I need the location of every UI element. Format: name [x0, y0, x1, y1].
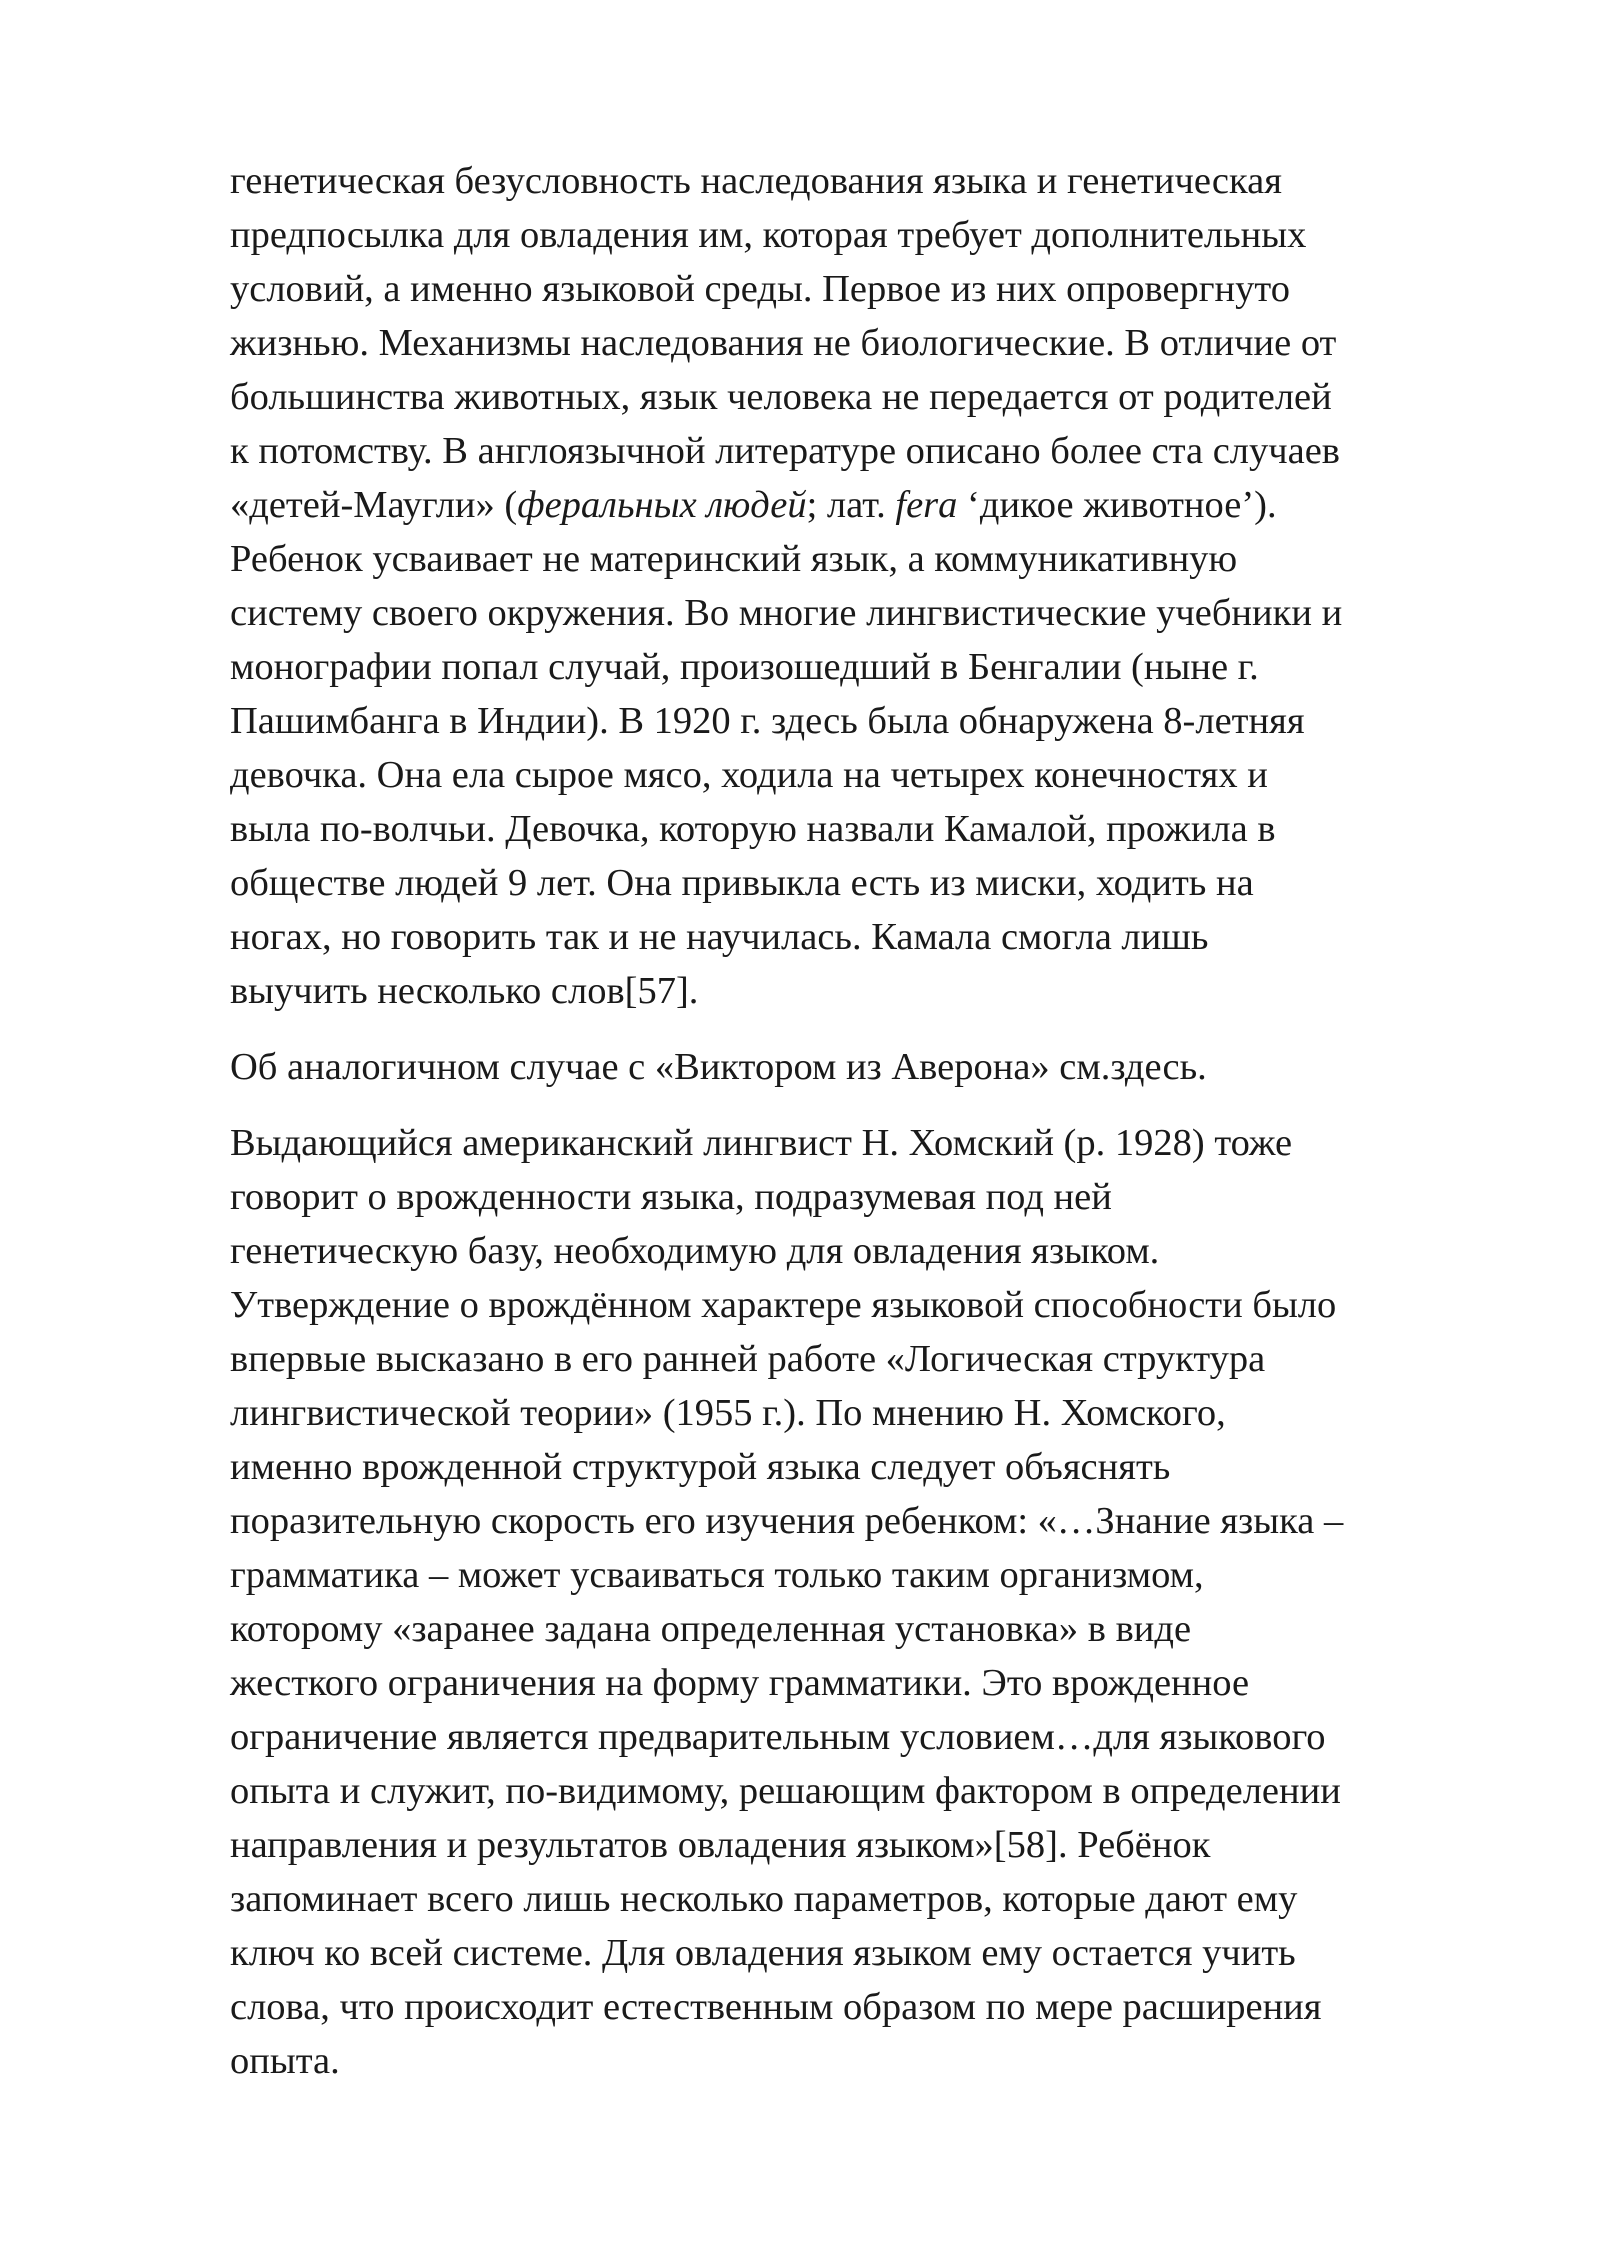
text-segment: обществе людей 9 лет. Она привыкла есть из миски, ходить на	[230, 862, 1254, 904]
text-segment: направления и результатов овладения языком»[58]. Ребёнок	[230, 1824, 1211, 1866]
text-line	[230, 1224, 1520, 1278]
text-segment: опыта и служит, по-видимому, решающим фактором в определении	[230, 1770, 1341, 1812]
text-line	[230, 316, 1520, 370]
text-segment: запоминает всего лишь несколько параметров, которые дают ему	[230, 1878, 1298, 1920]
document-body	[230, 154, 1520, 2110]
text-segment: выучить несколько слов[57].	[230, 970, 699, 1012]
text-line	[230, 640, 1520, 694]
text-segment: ключ ко всей системе. Для овладения языком ему остается учить	[230, 1932, 1296, 1974]
text-segment: лингвистической теории» (1955 г.). По мнению Н. Хомского,	[230, 1392, 1226, 1434]
text-segment: монографии попал случай, произошедший в Бенгалии (ныне г.	[230, 646, 1259, 688]
text-line	[230, 1040, 1520, 1094]
text-segment: генетическую базу, необходимую для овладения языком.	[230, 1230, 1160, 1272]
text-line	[230, 208, 1520, 262]
paragraph	[230, 1116, 1520, 2088]
text-line	[230, 1278, 1520, 1332]
text-segment: ; лат.	[806, 484, 896, 526]
text-line	[230, 1926, 1520, 1980]
text-segment: именно врожденной структурой языка следует объяснять	[230, 1446, 1171, 1488]
text-segment: систему своего окружения. Во многие лингвистические учебники и	[230, 592, 1343, 634]
italic-term: феральных людей	[517, 484, 807, 526]
text-segment: жизнью. Механизмы наследования не биологические. В отличие от	[230, 322, 1337, 364]
text-line	[230, 1386, 1520, 1440]
text-segment: условий, а именно языковой среды. Первое из них опровергнуто	[230, 268, 1290, 310]
text-line	[230, 856, 1520, 910]
text-line	[230, 154, 1520, 208]
text-segment: говорит о врожденности языка, подразумевая под ней	[230, 1176, 1112, 1218]
text-segment: к потомству. В англоязычной литературе описано более ста случаев	[230, 430, 1340, 472]
text-line	[230, 262, 1520, 316]
text-line	[230, 1170, 1520, 1224]
text-line	[230, 424, 1520, 478]
text-segment: девочка. Она ела сырое мясо, ходила на четырех конечностях и	[230, 754, 1268, 796]
text-line	[230, 1440, 1520, 1494]
text-line	[230, 1710, 1520, 1764]
text-segment: генетическая безусловность наследования языка и генетическая	[230, 160, 1282, 202]
text-line	[230, 1980, 1520, 2034]
text-line	[230, 586, 1520, 640]
text-segment: выла по-волчьи. Девочка, которую назвали Камалой, прожила в	[230, 808, 1276, 850]
text-line	[230, 694, 1520, 748]
text-segment: большинства животных, язык человека не передается от родителей	[230, 376, 1332, 418]
text-line	[230, 532, 1520, 586]
text-segment: Утверждение о врождённом характере языковой способности было	[230, 1284, 1337, 1326]
text-segment: предпосылка для овладения им, которая требует дополнительных	[230, 214, 1307, 256]
text-line	[230, 1818, 1520, 1872]
paragraph	[230, 154, 1520, 1018]
text-line	[230, 1872, 1520, 1926]
text-line	[230, 478, 1520, 532]
text-segment: поразительную скорость его изучения ребенком: «…Знание языка –	[230, 1500, 1344, 1542]
text-line	[230, 1332, 1520, 1386]
text-segment: Об аналогичном случае с «Виктором из Аверона» см.здесь.	[230, 1046, 1207, 1088]
text-segment: Пашимбанга в Индии). В 1920 г. здесь была обнаружена 8-летняя	[230, 700, 1305, 742]
text-segment: ногах, но говорить так и не научилась. Камала смогла лишь	[230, 916, 1209, 958]
text-line	[230, 370, 1520, 424]
text-line	[230, 2034, 1520, 2088]
italic-term: fera	[895, 484, 958, 526]
text-line	[230, 748, 1520, 802]
text-segment: слова, что происходит естественным образом по мере расширения	[230, 1986, 1322, 2028]
text-line	[230, 1548, 1520, 1602]
text-segment: опыта.	[230, 2040, 340, 2082]
text-segment: грамматика – может усваиваться только таким организмом,	[230, 1554, 1204, 1596]
text-segment: «детей-Маугли» (	[230, 484, 518, 526]
text-segment: ‘дикое животное’).	[957, 484, 1277, 526]
text-line	[230, 1656, 1520, 1710]
text-segment: Выдающийся американский лингвист Н. Хомский (р. 1928) тоже	[230, 1122, 1293, 1164]
text-line	[230, 1116, 1520, 1170]
text-segment: которому «заранее задана определенная установка» в виде	[230, 1608, 1192, 1650]
text-segment: жесткого ограничения на форму грамматики. Это врожденное	[230, 1662, 1250, 1704]
text-line	[230, 802, 1520, 856]
text-segment: ограничение является предварительным условием…для языкового	[230, 1716, 1326, 1758]
text-segment: впервые высказано в его ранней работе «Логическая структура	[230, 1338, 1266, 1380]
paragraph	[230, 1040, 1520, 1094]
text-line	[230, 910, 1520, 964]
text-line	[230, 964, 1520, 1018]
text-segment: Ребенок усваивает не материнский язык, а коммуникативную	[230, 538, 1238, 580]
text-line	[230, 1494, 1520, 1548]
text-line	[230, 1764, 1520, 1818]
text-line	[230, 1602, 1520, 1656]
